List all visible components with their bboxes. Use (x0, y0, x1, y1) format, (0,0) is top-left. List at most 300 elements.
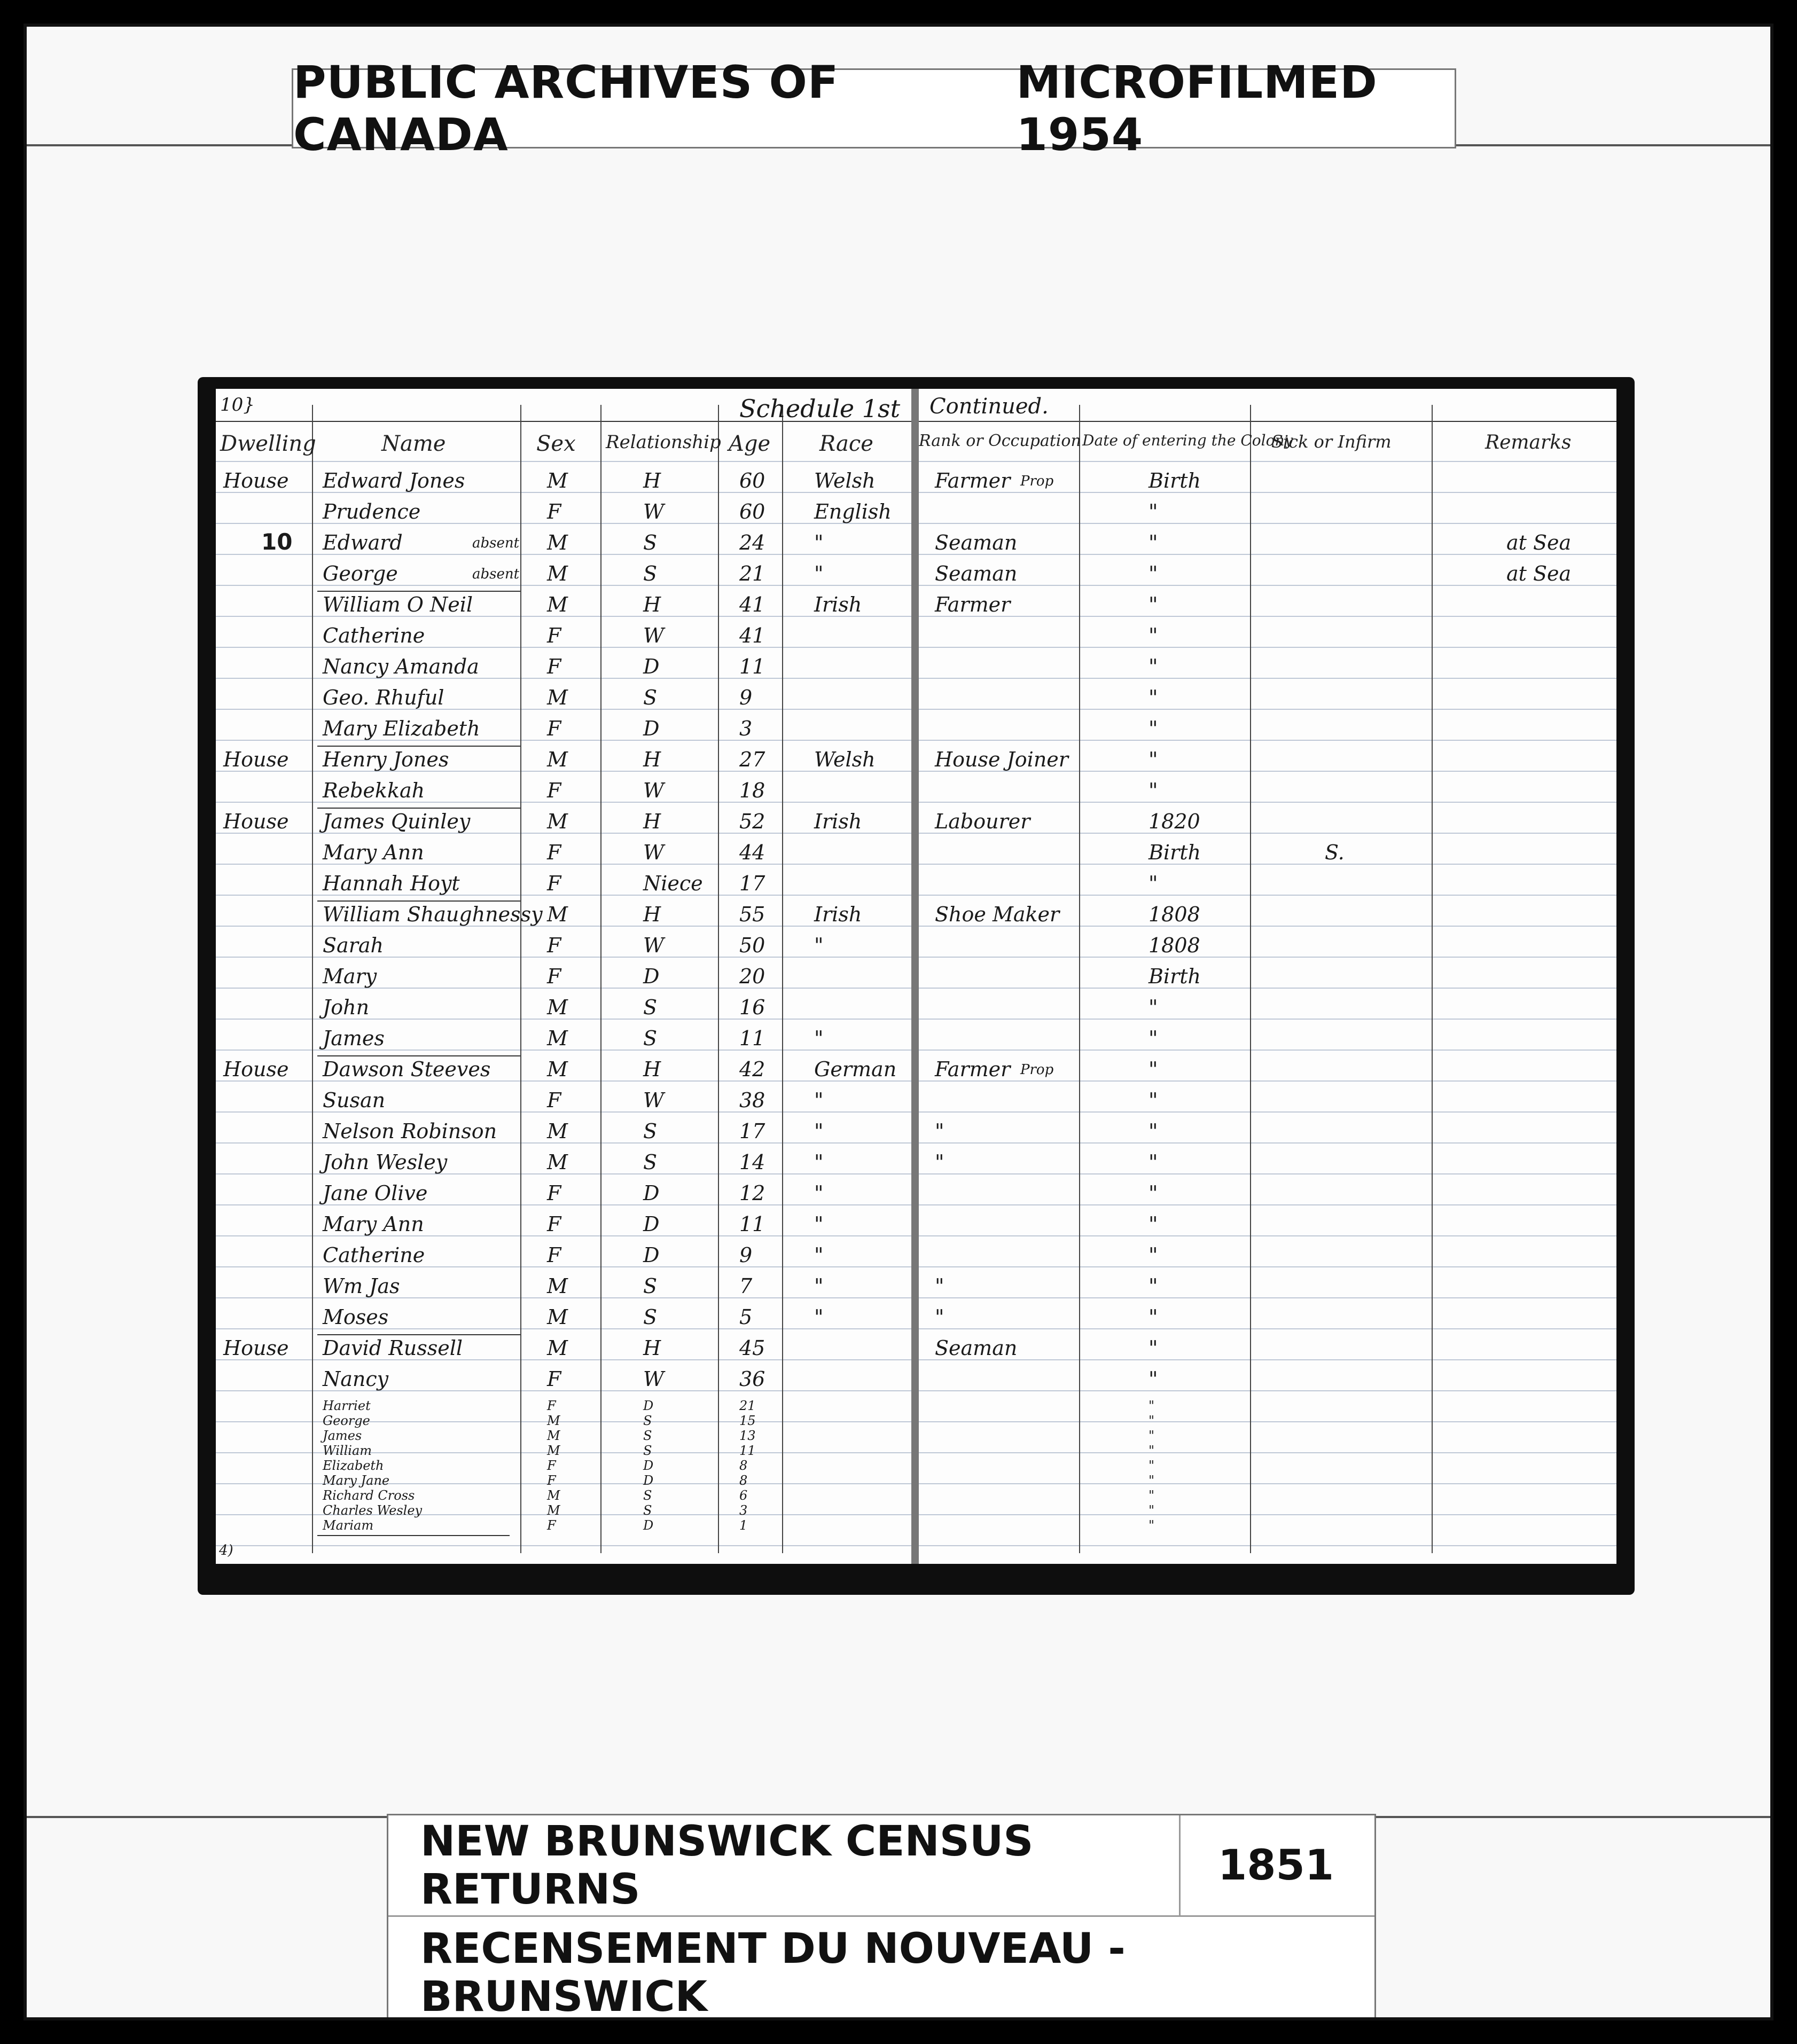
age-cell: 17 (739, 1119, 765, 1143)
family-separator (317, 900, 520, 902)
ledger-rule (919, 864, 1616, 865)
ledger-rule (216, 1452, 913, 1453)
age-cell: 52 (739, 810, 765, 833)
name-cell: Nelson Robinson (323, 1119, 497, 1143)
occupation-note: Prop (1020, 1062, 1054, 1078)
age-cell: 3 (739, 1503, 748, 1518)
date-entering-cell: " (1148, 1058, 1158, 1081)
age-cell: 21 (739, 562, 765, 585)
ledger-rule (216, 864, 913, 865)
race-cell: " (814, 1305, 824, 1329)
occupation-cell: House Joiner (935, 748, 1068, 771)
relationship-cell: S (643, 1027, 658, 1050)
ledger-rule (919, 678, 1616, 679)
ledger-rule (919, 523, 1616, 524)
age-cell: 41 (739, 624, 765, 647)
name-cell: William (323, 1443, 372, 1458)
race-cell: " (814, 1119, 824, 1143)
header-rule (919, 421, 1616, 422)
ledger-rule (216, 895, 913, 896)
relationship-cell: S (643, 1488, 652, 1503)
age-cell: 3 (739, 717, 753, 740)
name-cell: Hannah Hoyt (323, 872, 460, 895)
ledger-rule (919, 988, 1616, 989)
occupation-cell: " (935, 1305, 944, 1329)
date-entering-cell: " (1148, 500, 1158, 523)
family-separator (317, 746, 520, 747)
col-header-remarks: Remarks (1485, 432, 1572, 453)
family-separator (317, 1334, 520, 1335)
sex-cell: F (547, 1398, 556, 1413)
ledger-book (198, 377, 1635, 1595)
relationship-cell: D (643, 1212, 660, 1236)
name-cell: Wm Jas (323, 1274, 400, 1298)
relationship-cell: S (643, 996, 658, 1019)
occupation-cell: Farmer (935, 1058, 1011, 1081)
age-cell: 7 (739, 1274, 753, 1298)
relationship-cell: S (643, 562, 658, 585)
column-divider (1079, 405, 1080, 1553)
date-entering-cell: " (1148, 1518, 1155, 1533)
sex-cell: F (547, 779, 561, 802)
relationship-cell: Niece (643, 872, 703, 895)
age-cell: 8 (739, 1458, 748, 1473)
name-cell: William O Neil (323, 593, 473, 616)
age-cell: 9 (739, 1243, 753, 1267)
name-cell: Edward (323, 531, 403, 554)
relationship-cell: D (643, 1398, 654, 1413)
name-cell: Rebekkah (323, 779, 425, 802)
col-header-race: Race (819, 432, 873, 456)
sex-cell: F (547, 934, 561, 957)
name-cell: James (323, 1027, 385, 1050)
sex-cell: M (547, 748, 568, 771)
relationship-cell: D (643, 1458, 654, 1473)
ledger-rule (216, 988, 913, 989)
sex-cell: M (547, 1150, 568, 1174)
remarks-cell: at Sea (1506, 531, 1572, 554)
name-cell: Mary Ann (323, 1212, 424, 1236)
sex-cell: M (547, 903, 568, 926)
sex-cell: M (547, 1488, 560, 1503)
age-cell: 11 (739, 655, 765, 678)
race-cell: " (814, 1181, 824, 1205)
relationship-cell: H (643, 810, 661, 833)
relationship-cell: H (643, 1336, 661, 1360)
sex-cell: F (547, 872, 561, 895)
dwelling-cell: House (223, 810, 289, 833)
name-cell: Edward Jones (323, 469, 465, 492)
relationship-cell: H (643, 748, 661, 771)
relationship-cell: W (643, 1367, 665, 1391)
ledger-rule (919, 1173, 1616, 1174)
age-cell: 44 (739, 841, 765, 864)
age-cell: 42 (739, 1058, 765, 1081)
race-cell: " (814, 562, 824, 585)
race-cell: Welsh (814, 748, 876, 771)
sex-cell: F (547, 1212, 561, 1236)
age-cell: 11 (739, 1443, 756, 1458)
date-entering-cell: Birth (1148, 841, 1201, 864)
ledger-rule (919, 461, 1616, 462)
collection-label-row (388, 1815, 1374, 1917)
date-entering-cell: " (1148, 1367, 1158, 1391)
sex-cell: F (547, 1518, 556, 1533)
age-cell: 21 (739, 1398, 756, 1413)
sex-cell: M (547, 1027, 568, 1050)
ledger-rule (216, 1235, 913, 1236)
col-header-name: Name (381, 432, 446, 456)
age-cell: 17 (739, 872, 765, 895)
ledger-rule (216, 740, 913, 741)
ledger-rule (919, 492, 1616, 493)
name-cell: Geo. Rhuful (323, 686, 444, 709)
date-entering-cell: " (1148, 872, 1158, 895)
relationship-cell: S (643, 1150, 658, 1174)
ledger-rule (919, 802, 1616, 803)
relationship-cell: W (643, 841, 665, 864)
date-entering-cell: " (1148, 1212, 1158, 1236)
relationship-cell: S (643, 531, 658, 554)
sex-cell: M (547, 562, 568, 585)
race-cell: Irish (814, 593, 862, 616)
name-cell: Mariam (323, 1518, 374, 1533)
date-entering-cell: " (1148, 1503, 1155, 1518)
age-cell: 11 (739, 1212, 765, 1236)
name-cell: Mary Ann (323, 841, 424, 864)
name-cell: James (323, 1428, 362, 1443)
name-cell: Prudence (323, 500, 421, 523)
name-cell: Nancy (323, 1367, 389, 1391)
dwelling-cell: House (223, 748, 289, 771)
relationship-cell: H (643, 469, 661, 492)
name-cell: George (323, 1413, 370, 1428)
occupation-cell: " (935, 1150, 944, 1174)
date-entering-cell: " (1148, 686, 1158, 709)
date-entering-cell: " (1148, 1458, 1155, 1473)
age-cell: 1 (739, 1518, 748, 1533)
name-cell: William Shaughnessy (323, 903, 543, 926)
age-cell: 45 (739, 1336, 765, 1360)
ledger-rule (919, 895, 1616, 896)
ledger-rule (919, 1514, 1616, 1515)
age-cell: 8 (739, 1473, 748, 1488)
occupation-note: Prop (1020, 473, 1054, 489)
sex-cell: M (547, 469, 568, 492)
sex-cell: F (547, 1473, 556, 1488)
date-entering-cell: Birth (1148, 469, 1201, 492)
date-entering-cell: " (1148, 593, 1158, 616)
name-note: absent (472, 566, 520, 582)
ledger-rule (919, 1204, 1616, 1205)
sex-cell: F (547, 500, 561, 523)
date-entering-cell: " (1148, 1119, 1158, 1143)
occupation-cell: Seaman (935, 562, 1018, 585)
ledger-rule (919, 1359, 1616, 1360)
age-cell: 12 (739, 1181, 765, 1205)
ledger-rule (919, 1142, 1616, 1144)
ledger-rule (216, 802, 913, 803)
name-cell: John Wesley (323, 1150, 448, 1174)
age-cell: 6 (739, 1488, 748, 1503)
ledger-end-line (317, 1535, 510, 1536)
col-header-dwelling: Dwelling (220, 432, 316, 456)
name-cell: Dawson Steeves (323, 1058, 491, 1081)
age-cell: 38 (739, 1088, 765, 1112)
col-header-sex: Sex (536, 432, 576, 456)
date-entering-cell: " (1148, 1428, 1155, 1443)
date-entering-cell: " (1148, 1443, 1155, 1458)
relationship-cell: W (643, 779, 665, 802)
relationship-cell: D (643, 1518, 654, 1533)
sex-cell: M (547, 1274, 568, 1298)
name-cell: Jane Olive (323, 1181, 428, 1205)
date-entering-cell: " (1148, 624, 1158, 647)
sex-cell: F (547, 717, 561, 740)
column-divider (1250, 405, 1251, 1553)
occupation-cell: Farmer (935, 469, 1011, 492)
name-note: absent (472, 535, 520, 551)
ledger-rule (919, 1328, 1616, 1329)
ledger-rule (919, 1050, 1616, 1051)
family-separator (317, 591, 520, 592)
date-entering-cell: " (1148, 748, 1158, 771)
relationship-cell: W (643, 624, 665, 647)
date-entering-cell: " (1148, 1305, 1158, 1329)
date-entering-cell: " (1148, 1243, 1158, 1267)
sex-cell: F (547, 1243, 561, 1267)
age-cell: 60 (739, 469, 765, 492)
race-cell: Irish (814, 903, 862, 926)
sex-cell: M (547, 1413, 560, 1428)
ledger-rule (216, 1111, 913, 1113)
age-cell: 41 (739, 593, 765, 616)
relationship-cell: W (643, 500, 665, 523)
date-entering-cell: " (1148, 1488, 1155, 1503)
race-cell: Irish (814, 810, 862, 833)
name-cell: Sarah (323, 934, 384, 957)
ledger-rule (919, 709, 1616, 710)
ledger-rule (919, 1111, 1616, 1113)
sex-cell: F (547, 624, 561, 647)
ledger-rule (919, 1421, 1616, 1422)
race-cell: " (814, 1027, 824, 1050)
date-entering-cell: " (1148, 1473, 1155, 1488)
age-cell: 14 (739, 1150, 765, 1174)
relationship-cell: D (643, 1181, 660, 1205)
occupation-cell: Shoe Maker (935, 903, 1060, 926)
date-entering-cell: " (1148, 779, 1158, 802)
age-cell: 16 (739, 996, 765, 1019)
relationship-cell: S (643, 1443, 652, 1458)
date-entering-cell: " (1148, 1274, 1158, 1298)
sex-cell: F (547, 965, 561, 988)
relationship-cell: H (643, 593, 661, 616)
age-cell: 15 (739, 1413, 756, 1428)
ledger-rule (919, 1297, 1616, 1298)
age-cell: 50 (739, 934, 765, 957)
date-entering-cell: " (1148, 1398, 1155, 1413)
ledger-rule (919, 957, 1616, 958)
col-header-relationship: Relationship (606, 432, 721, 453)
archive-name: PUBLIC ARCHIVES OF CANADA (293, 56, 839, 161)
occupation-cell: Labourer (935, 810, 1030, 833)
name-cell: George (323, 562, 398, 585)
occupation-cell: Seaman (935, 1336, 1018, 1360)
date-entering-cell: " (1148, 1413, 1155, 1428)
name-cell: Mary Elizabeth (323, 717, 480, 740)
sex-cell: M (547, 1503, 560, 1518)
remarks-cell: at Sea (1506, 562, 1572, 585)
ledger-rule (919, 616, 1616, 617)
age-cell: 9 (739, 686, 753, 709)
age-cell: 11 (739, 1027, 765, 1050)
ledger-rule (216, 1266, 913, 1267)
date-entering-cell: 1808 (1148, 934, 1200, 957)
date-entering-cell: " (1148, 1181, 1158, 1205)
race-cell: " (814, 1212, 824, 1236)
column-divider (520, 405, 521, 1553)
race-cell: " (814, 1150, 824, 1174)
microfilm-frame (24, 24, 1773, 2020)
ledger-rule (919, 1545, 1616, 1546)
relationship-cell: H (643, 1058, 661, 1081)
sex-cell: M (547, 810, 568, 833)
relationship-cell: S (643, 1274, 658, 1298)
date-entering-cell: " (1148, 1027, 1158, 1050)
date-entering-cell: " (1148, 1150, 1158, 1174)
date-entering-cell: 1820 (1148, 810, 1200, 833)
ledger-rule (216, 523, 913, 524)
sex-cell: M (547, 531, 568, 554)
relationship-cell: W (643, 934, 665, 957)
sex-cell: M (547, 686, 568, 709)
relationship-cell: S (643, 1503, 652, 1518)
sick-cell: S. (1325, 841, 1345, 864)
collection-title-en: NEW BRUNSWICK CENSUS RETURNS (420, 1817, 1034, 1914)
age-cell: 55 (739, 903, 765, 926)
column-divider (718, 405, 719, 1553)
col-header-date: Date of entering the Colony (1082, 432, 1293, 449)
name-cell: Elizabeth (323, 1458, 384, 1473)
age-cell: 5 (739, 1305, 753, 1329)
sex-cell: F (547, 1367, 561, 1391)
ledger-rule (216, 1545, 913, 1546)
occupation-cell: Seaman (935, 531, 1018, 554)
age-cell: 18 (739, 779, 765, 802)
relationship-cell: W (643, 1088, 665, 1112)
column-divider (600, 405, 601, 1553)
sex-cell: M (547, 1305, 568, 1329)
sex-cell: M (547, 996, 568, 1019)
left-page (216, 389, 913, 1564)
date-entering-cell: 1808 (1148, 903, 1200, 926)
sex-cell: M (547, 1058, 568, 1081)
schedule-heading: Schedule 1st (739, 394, 901, 423)
sex-cell: F (547, 841, 561, 864)
archive-banner (292, 56, 1456, 161)
ledger-rule (216, 1483, 913, 1484)
column-divider (782, 405, 783, 1553)
family-separator (317, 1055, 520, 1056)
date-entering-cell: " (1148, 562, 1158, 585)
ledger-rule (919, 1390, 1616, 1391)
race-cell: " (814, 1274, 824, 1298)
name-cell: Catherine (323, 1243, 425, 1267)
collection-label (387, 1814, 1376, 2020)
date-entering-cell: " (1148, 717, 1158, 740)
age-cell: 13 (739, 1428, 756, 1443)
name-cell: Mary (323, 965, 377, 988)
dwelling-cell: House (223, 1058, 289, 1081)
right-page (919, 389, 1616, 1564)
relationship-cell: S (643, 1413, 652, 1428)
name-cell: Moses (323, 1305, 389, 1329)
sex-cell: M (547, 1443, 560, 1458)
relationship-cell: D (643, 965, 660, 988)
ledger-rule (919, 1483, 1616, 1484)
relationship-cell: D (643, 655, 660, 678)
age-cell: 20 (739, 965, 765, 988)
ledger-rule (919, 740, 1616, 741)
race-cell: German (814, 1058, 897, 1081)
race-cell: " (814, 531, 824, 554)
name-cell: David Russell (323, 1336, 463, 1360)
name-cell: Richard Cross (323, 1488, 415, 1503)
sex-cell: M (547, 1119, 568, 1143)
relationship-cell: D (643, 1243, 660, 1267)
date-entering-cell: " (1148, 655, 1158, 678)
col-header-age: Age (729, 432, 771, 456)
date-entering-cell: " (1148, 996, 1158, 1019)
ledger-rule (216, 678, 913, 679)
ledger-rule (216, 1514, 913, 1515)
ledger-rule (919, 1080, 1616, 1082)
name-cell: Catherine (323, 624, 425, 647)
collection-year: 1851 (1179, 1815, 1334, 1915)
district-number: 10 (261, 529, 293, 555)
race-cell: " (814, 1088, 824, 1112)
sex-cell: F (547, 655, 561, 678)
age-cell: 27 (739, 748, 765, 771)
date-entering-cell: Birth (1148, 965, 1201, 988)
name-cell: John (323, 996, 370, 1019)
relationship-cell: S (643, 1428, 652, 1443)
race-cell: " (814, 1243, 824, 1267)
date-entering-cell: " (1148, 1336, 1158, 1360)
name-cell: Mary Jane (323, 1473, 390, 1488)
sex-cell: F (547, 1458, 556, 1473)
collection-title-fr: RECENSEMENT DU NOUVEAU - BRUNSWICK (420, 1925, 1126, 2020)
family-separator (317, 808, 520, 809)
ledger-rule (216, 1204, 913, 1205)
corner-note: 4) (219, 1542, 233, 1559)
sex-cell: F (547, 1088, 561, 1112)
relationship-cell: H (643, 903, 661, 926)
ledger-rule (919, 647, 1616, 648)
relationship-cell: S (643, 686, 658, 709)
relationship-cell: S (643, 1119, 658, 1143)
date-entering-cell: " (1148, 1088, 1158, 1112)
sex-cell: M (547, 1428, 560, 1443)
ledger-rule (919, 1266, 1616, 1267)
relationship-cell: D (643, 1473, 654, 1488)
page-number: 10} (220, 394, 255, 416)
occupation-cell: " (935, 1274, 944, 1298)
ledger-rule (919, 1019, 1616, 1020)
occupation-cell: Farmer (935, 593, 1011, 616)
race-cell: English (814, 500, 892, 523)
